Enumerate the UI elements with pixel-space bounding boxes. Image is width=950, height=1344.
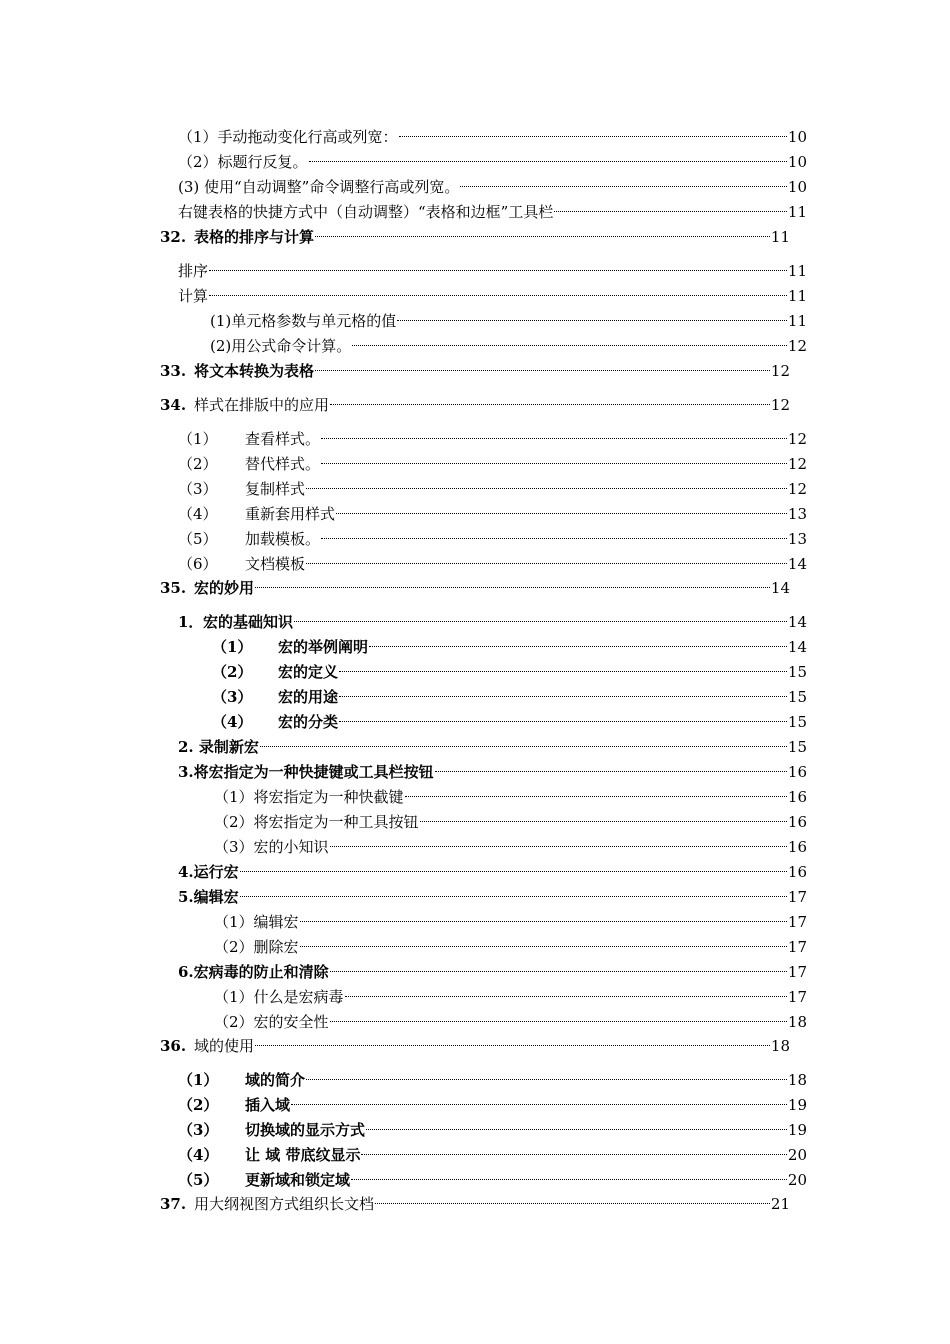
dot-leader — [321, 538, 787, 539]
dot-leader — [260, 746, 787, 747]
toc-entry-text: （1）什么是宏病毒 — [214, 988, 344, 1006]
toc-entry-text: 4.运行宏 — [178, 863, 239, 881]
dot-leader — [460, 186, 787, 187]
dot-leader — [300, 921, 787, 922]
toc-entry-text: 宏的用途 — [278, 688, 339, 706]
toc-entry-page: 10 — [787, 178, 807, 196]
dot-leader — [209, 270, 787, 271]
toc-entry-page: 14 — [787, 555, 807, 573]
toc-chapter[interactable] — [160, 360, 790, 382]
toc-entry-number: （5） — [178, 1171, 219, 1189]
toc-entry-text: 文档模板 — [245, 555, 306, 573]
dot-leader — [339, 721, 787, 722]
toc-entry-text: 宏的分类 — [278, 713, 339, 731]
toc-entry-number: （5） — [178, 530, 218, 548]
toc-entry[interactable] — [214, 936, 807, 958]
dot-leader — [209, 295, 787, 296]
toc-entry-number: （3） — [178, 480, 218, 498]
toc-entry-text: 排序 — [178, 262, 209, 280]
toc-entry[interactable] — [178, 260, 807, 282]
toc-chapter-title: 表格的排序与计算 — [194, 228, 315, 246]
toc-entry-page: 10 — [787, 128, 807, 146]
dot-leader — [399, 136, 787, 137]
toc-chapter-number: 33. — [160, 362, 187, 380]
toc-entry-number: （3） — [212, 688, 253, 706]
dot-leader — [240, 871, 787, 872]
toc-chapter-title: 宏的妙用 — [194, 579, 255, 597]
toc-chapter-page: 12 — [770, 362, 790, 380]
toc-entry-number: （4） — [178, 505, 218, 523]
toc-chapter-number: 36. — [160, 1037, 187, 1055]
toc-chapter-title: 用大纲视图方式组织长文档 — [194, 1195, 375, 1213]
toc-entry-text: (3) 使用“自动调整”命令调整行高或列宽。 — [178, 178, 460, 196]
toc-entry-page: 16 — [787, 813, 807, 831]
toc-chapter-number: 34. — [160, 396, 187, 414]
toc-entry-page: 15 — [787, 688, 807, 706]
toc-entry[interactable] — [178, 151, 807, 173]
toc-chapter-page: 12 — [770, 396, 790, 414]
dot-leader — [255, 587, 770, 588]
dot-leader — [255, 1045, 770, 1046]
dot-leader — [339, 696, 787, 697]
toc-entry-page: 17 — [787, 988, 807, 1006]
dot-leader — [375, 1203, 770, 1204]
toc-entry[interactable] — [178, 1069, 807, 1091]
toc-entry-text: 宏的举例阐明 — [278, 638, 369, 656]
dot-leader — [361, 1154, 786, 1155]
toc-entry[interactable] — [212, 661, 807, 683]
toc-entry-page: 16 — [787, 838, 807, 856]
toc-entry-text: 宏的定义 — [278, 663, 339, 681]
toc-chapter-title: 样式在排版中的应用 — [194, 396, 330, 414]
dot-leader — [330, 1021, 787, 1022]
toc-entry-number: （1） — [178, 1071, 219, 1089]
toc-entry-text: 右键表格的快捷方式中（自动调整）“表格和边框”工具栏 — [178, 203, 554, 221]
toc-entry-text: 让 域 带底纹显示 — [245, 1146, 361, 1164]
toc-chapter[interactable] — [160, 577, 790, 599]
toc-entry[interactable] — [212, 636, 807, 658]
toc-entry[interactable] — [178, 1144, 807, 1166]
toc-entry-text: 切换域的显示方式 — [245, 1121, 366, 1139]
toc-entry-page: 16 — [787, 788, 807, 806]
toc-entry-page: 13 — [787, 530, 807, 548]
toc-entry-number: （4） — [212, 713, 253, 731]
toc-entry[interactable] — [214, 836, 807, 858]
toc-entry-page: 20 — [787, 1171, 807, 1189]
dot-leader — [330, 971, 787, 972]
dot-leader — [435, 771, 787, 772]
toc-entry-number: （2） — [178, 1096, 219, 1114]
toc-entry[interactable] — [178, 503, 807, 525]
dot-leader — [339, 671, 787, 672]
toc-chapter[interactable] — [160, 1193, 790, 1215]
toc-entry[interactable] — [178, 478, 807, 500]
toc-entry[interactable] — [178, 761, 807, 783]
toc-entry[interactable] — [178, 1094, 807, 1116]
toc-entry-number: （2） — [212, 663, 253, 681]
toc-entry[interactable] — [178, 736, 807, 758]
toc-entry-page: 11 — [787, 262, 807, 280]
toc-entry-page: 17 — [787, 963, 807, 981]
toc-entry-text: (2)用公式命令计算。 — [210, 337, 352, 355]
toc-entry-text: 宏的基础知识 — [203, 613, 294, 631]
toc-entry-page: 17 — [787, 938, 807, 956]
toc-entry-text: 计算 — [178, 287, 209, 305]
toc-entry[interactable] — [210, 310, 807, 332]
toc-entry[interactable] — [210, 335, 807, 357]
toc-entry-number: （1） — [212, 638, 253, 656]
dot-leader — [240, 896, 787, 897]
toc-entry-page: 17 — [787, 913, 807, 931]
dot-leader — [291, 1104, 787, 1105]
toc-entry[interactable] — [214, 1011, 807, 1033]
toc-entry[interactable] — [178, 126, 807, 148]
toc-entry[interactable] — [178, 861, 807, 883]
dot-leader — [294, 621, 787, 622]
toc-chapter-page: 18 — [770, 1037, 790, 1055]
toc-entry-text: 加载模板。 — [245, 530, 321, 548]
toc-entry-text: （3）宏的小知识 — [214, 838, 329, 856]
toc-entry-text: 替代样式。 — [245, 455, 321, 473]
toc-entry-text: 2. 录制新宏 — [178, 738, 259, 756]
dot-leader — [321, 463, 787, 464]
toc-entry-page: 12 — [787, 337, 807, 355]
toc-entry-page: 14 — [787, 613, 807, 631]
toc-entry-page: 11 — [787, 312, 807, 330]
toc-entry[interactable] — [212, 711, 807, 733]
dot-leader — [315, 370, 770, 371]
toc-chapter-title: 域的使用 — [194, 1037, 255, 1055]
toc-entry-page: 13 — [787, 505, 807, 523]
dot-leader — [306, 488, 787, 489]
toc-entry[interactable] — [178, 961, 807, 983]
toc-chapter-number: 37. — [160, 1195, 187, 1213]
toc-entry-text: 重新套用样式 — [245, 505, 336, 523]
toc-chapter[interactable] — [160, 226, 790, 248]
toc-entry[interactable] — [178, 176, 807, 198]
toc-chapter[interactable] — [160, 1035, 790, 1057]
dot-leader — [309, 161, 787, 162]
toc-entry-text: （2）将宏指定为一种工具按钮 — [214, 813, 419, 831]
toc-entry[interactable] — [178, 528, 807, 550]
toc-entry[interactable] — [178, 285, 807, 307]
dot-leader — [366, 1129, 787, 1130]
toc-entry[interactable] — [178, 553, 807, 575]
toc-entry-text: （2）标题行反复。 — [178, 153, 308, 171]
toc-entry-number: （1） — [178, 430, 218, 448]
dot-leader — [420, 821, 787, 822]
toc-entry-page: 15 — [787, 738, 807, 756]
toc-entry-page: 17 — [787, 888, 807, 906]
toc-entry[interactable] — [178, 1119, 807, 1141]
toc-entry-text: （2）删除宏 — [214, 938, 299, 956]
toc-entry-text: （1）编辑宏 — [214, 913, 299, 931]
dot-leader — [315, 236, 770, 237]
toc-entry-page: 20 — [787, 1146, 807, 1164]
toc-entry-text: （1）将宏指定为一种快截键 — [214, 788, 404, 806]
toc-entry-text: 更新域和锁定域 — [245, 1171, 351, 1189]
toc-entry[interactable] — [212, 686, 807, 708]
dot-leader — [554, 211, 787, 212]
dot-leader — [351, 1179, 787, 1180]
toc-entry-page: 18 — [787, 1013, 807, 1031]
toc-entry-page: 12 — [787, 455, 807, 473]
dot-leader — [336, 513, 787, 514]
toc-entry[interactable] — [214, 786, 807, 808]
toc-chapter-number: 35. — [160, 579, 187, 597]
toc-chapter[interactable] — [160, 394, 790, 416]
dot-leader — [352, 345, 787, 346]
toc-entry[interactable] — [178, 428, 807, 450]
toc-entry-page: 14 — [787, 638, 807, 656]
toc-entry-page: 15 — [787, 713, 807, 731]
toc-entry-page: 19 — [787, 1121, 807, 1139]
toc-chapter-title: 将文本转换为表格 — [194, 362, 315, 380]
toc-entry-text: 5.编辑宏 — [178, 888, 239, 906]
dot-leader — [345, 996, 787, 997]
toc-entry-page: 16 — [787, 763, 807, 781]
toc-entry-page: 10 — [787, 153, 807, 171]
toc-entry-text: 6.宏病毒的防止和清除 — [178, 963, 329, 981]
toc-entry-page: 12 — [787, 480, 807, 498]
toc-entry[interactable] — [214, 986, 807, 1008]
toc-entry-page: 11 — [787, 203, 807, 221]
toc-entry-page: 19 — [787, 1096, 807, 1114]
toc-entry-page: 18 — [787, 1071, 807, 1089]
toc-entry-page: 12 — [787, 430, 807, 448]
toc-entry-text: 查看样式。 — [245, 430, 321, 448]
dot-leader — [321, 438, 787, 439]
dot-leader — [405, 796, 787, 797]
toc-entry-text: 3.将宏指定为一种快捷键或工具栏按钮 — [178, 763, 434, 781]
toc-entry-text: 域的简介 — [245, 1071, 306, 1089]
toc-entry-text: 复制样式 — [245, 480, 306, 498]
toc-entry[interactable] — [178, 1169, 807, 1191]
toc-entry[interactable] — [178, 201, 807, 223]
toc-entry-number: 1． — [178, 613, 204, 631]
toc-entry-number: （2） — [178, 455, 218, 473]
dot-leader — [300, 946, 787, 947]
toc-entry-number: （3） — [178, 1121, 219, 1139]
dot-leader — [306, 563, 787, 564]
toc-entry-text: （2）宏的安全性 — [214, 1013, 329, 1031]
dot-leader — [306, 1079, 787, 1080]
toc-chapter-page: 14 — [770, 579, 790, 597]
dot-leader — [330, 404, 770, 405]
toc-entry[interactable] — [214, 811, 807, 833]
dot-leader — [397, 320, 787, 321]
toc-entry-number: （6） — [178, 555, 218, 573]
toc-chapter-page: 21 — [770, 1195, 790, 1213]
toc-entry-page: 15 — [787, 663, 807, 681]
toc-entry-number: （4） — [178, 1146, 219, 1164]
toc-chapter-number: 32. — [160, 228, 187, 246]
dot-leader — [330, 846, 787, 847]
toc-entry[interactable] — [178, 453, 807, 475]
toc-entry-page: 11 — [787, 287, 807, 305]
toc-entry-text: 插入域 — [245, 1096, 291, 1114]
toc-entry[interactable] — [178, 611, 807, 633]
toc-entry[interactable] — [178, 886, 807, 908]
toc-entry-page: 16 — [787, 863, 807, 881]
dot-leader — [369, 646, 787, 647]
toc-entry[interactable] — [214, 911, 807, 933]
toc-entry-text: （1）手动拖动变化行高或列宽： — [178, 128, 398, 146]
toc-chapter-page: 11 — [770, 228, 790, 246]
toc-entry-text: (1)单元格参数与单元格的值 — [210, 312, 397, 330]
